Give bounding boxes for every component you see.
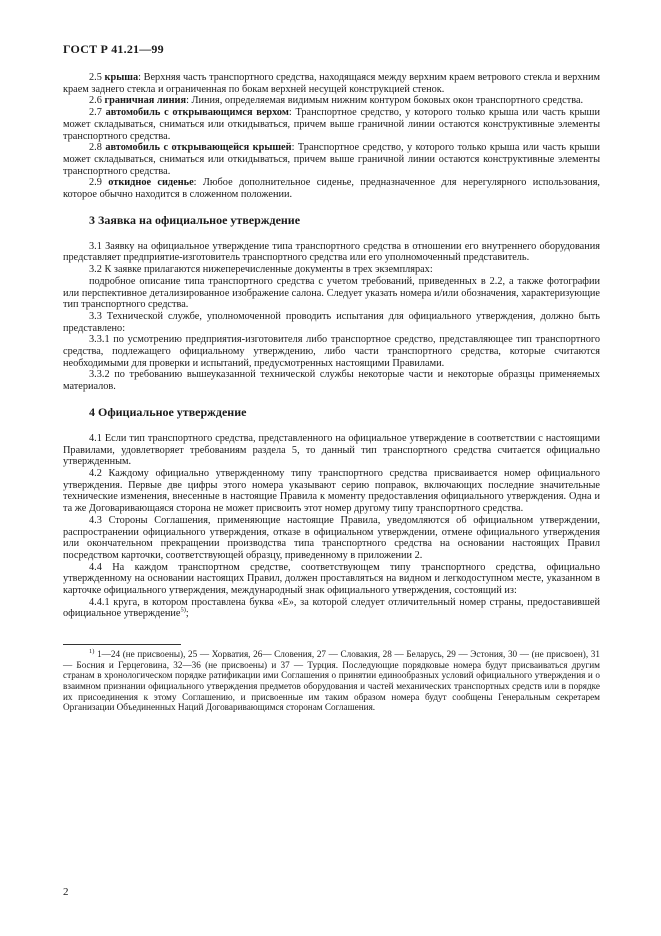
paragraph-4-1: 4.1 Если тип транспортного средства, представленного на официальное утверждение в соответствии с настоящими Правилами, удовлетворяет требованиям раздела 5, то данный тип транспортного средства считается официально утвержденным.: [63, 432, 600, 468]
paragraph-3-2-body: подробное описание типа транспортного средства с учетом требований, приведенных в 2.2, а также фотографии или перспективное детализированное изображение салона. Следует указать номера и/или обозначения, характеризующие тип транспортного средства.: [63, 275, 600, 311]
definition-text: : Транспортное средство, у которого только крыша или часть крыши может складываться, сниматься или откидываться, причем выше граничной линии остаются конструктивные элементы транспортного средства.: [63, 107, 600, 142]
definition-term: крыша: [104, 72, 139, 83]
definition-number: 2.7: [89, 107, 102, 119]
definition-text: : Верхняя часть транспортного средства, находящаяся между верхним краем ветрового стекла и верхним краем заднего стекла и ограниченная по бокам верхней несущей конструкцией стенок.: [63, 72, 600, 95]
definition-2-7: [63, 107, 600, 142]
definition-2-8: [63, 142, 600, 177]
page-number: 2: [63, 886, 69, 898]
paragraph-3-1: 3.1 Заявку на официальное утверждение типа транспортного средства в отношении его внутреннего оборудования представляет предприятие-изготовитель транспортного средства или его уполномоченный представитель.: [63, 240, 600, 264]
paragraph-4-4-1: [63, 597, 600, 620]
definition-2-6: [63, 95, 600, 107]
footnote-reference: 5): [180, 607, 186, 614]
definition-2-5: [63, 72, 600, 95]
footnote: [63, 649, 600, 713]
section-4-heading: 4 Официальное утверждение: [89, 404, 247, 419]
definition-number: 2.9: [89, 177, 102, 189]
paragraph-text: 4.4.1 круга, в котором проставлена буква «Е», за которой следует отличительный номер страны, предоставившей официальное утверждение: [63, 596, 600, 620]
definition-number: 2.6: [89, 95, 102, 107]
section-3-heading: 3 Заявка на официальное утверждение: [89, 212, 301, 227]
document-header: ГОСТ Р 41.21—99: [63, 42, 164, 56]
paragraph-3-3-1: 3.3.1 по усмотрению предприятия-изготовителя либо транспортное средство, представляющее тип транспортного средства, подлежащего официальному утверждению, либо части транспортного средства, которые считаются необходимыми для проверки и испытаний, предусмотренных настоящими Правилами.: [63, 334, 600, 369]
page-content: [63, 72, 600, 713]
definition-number: 2.8: [89, 142, 102, 154]
paragraph-4-2: 4.2 Каждому официально утвержденному типу транспортного средства присваивается номер официального утверждения. Первые две цифры этого номера указывают серию поправок, включающих последние значительные технические изменения, внесенные в настоящие Правила к моменту предоставления официального утверждения. Одна и та же Договаривающаяся сторона не может присвоить этот номер другому типу транспортного средства.: [63, 467, 600, 515]
paragraph-3-3: 3.3 Технической службе, уполномоченной проводить испытания для официального утверждения, должно быть представлено:: [63, 310, 600, 334]
paragraph-end: ;: [185, 608, 189, 620]
definition-term: автомобиль с открывающимся верхом: [105, 107, 289, 119]
paragraph-4-3: 4.3 Стороны Соглашения, применяющие настоящие Правила, уведомляются об официальном утверждении, распространении официального утверждения, отказе в официальном утверждении, отмене официального утверждения или окончательном прекращении производства типа транспортного средства на основании настоящих Правил посредством карточки, соответствующей образцу, приведенному в приложении 2.: [63, 514, 600, 561]
definition-number: 2.5: [89, 72, 102, 83]
definition-text: : Любое дополнительное сиденье, предназначенное для нерегулярного использования, которое обычно находится в сложенном положении.: [63, 177, 601, 201]
footnote-mark: 1): [89, 648, 95, 656]
definition-term: автомобиль с открывающейся крышей: [105, 142, 292, 154]
definition-text: : Линия, определяемая видимым нижним контуром боковых окон транспортного средства.: [186, 95, 584, 107]
definition-term: граничная линия: [104, 95, 187, 107]
definition-term: откидное сиденье: [108, 177, 194, 189]
footnote-divider: [63, 644, 181, 645]
paragraph-3-2: 3.2 К заявке прилагаются нижеперечисленные документы в трех экземплярах:: [89, 264, 433, 276]
paragraph-3-3-2: 3.3.2 по требованию вышеуказанной технической службы некоторые части и некоторые образцы применяемых материалов.: [63, 369, 600, 393]
definition-text: : Транспортное средство, у которого только крыша или часть крыши может складываться, сниматься или откидываться, причем выше граничной линии остаются конструктивные элементы транспортного средства.: [63, 142, 600, 177]
paragraph-4-4: 4.4 На каждом транспортном средстве, соответствующем типу транспортного средства, официально утвержденному на основании настоящих Правил, должен проставляться на видном и легкодоступном месте, указанном в карточке официального утверждения, международный знак официального утверждения, состоящий из:: [63, 561, 600, 597]
footnote-text: 1—24 (не присвоены), 25 — Хорватия, 26— Словения, 27 — Словакия, 28 — Беларусь, 29 — Эстония, 30 — (не присвоен), 31 — Босния и Герцеговина, 32—36 (не присвоены) и 37 — Турция. Последующие порядковые номера будут присваиваться другим странам в хронологическом порядке ратификации ими Соглашения о принятии единообразных условий официального утверждения и о взаимном признании официального утверждения предметов оборудования и частей механических транспортных средств или в порядке их присоединения к этому Соглашению, и присвоенные им таким образом номера будут сообщены Генеральным секретарем Организации Объединенных Наций Договаривающимся сторонам Соглашения.: [63, 649, 600, 713]
definition-2-9: [63, 177, 600, 200]
